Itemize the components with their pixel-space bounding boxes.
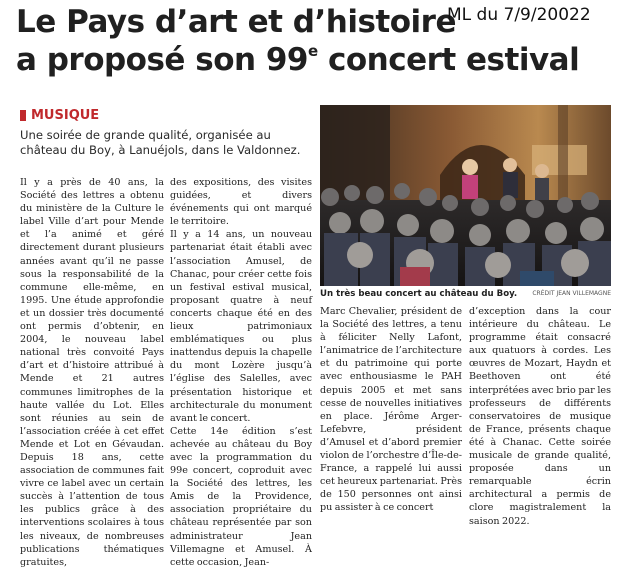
column-1-text: Il y a près de 40 ans, la Société des lettres a obtenu du ministère de la Culture le label Ville d’art pour Mende et l’a animé et géré directement durant plusieurs années avant qu’il ne passe sous la responsabilité de la commune elle-même, en 1995. Une étude approfondie et un dossier très documenté ont permis d’obtenir, en 2004, le nouveau label national très convoité Pays d’art et d’histoire attribué à Mende et 21 autres communes limitrophes de la haute vallée du Lot. Elles sont réunies au sein de l’association créée à cet effet Mende et Lot en Gévaudan. Depuis 18 ans, cette association de communes fait vivre ce label avec un certain succès à l’attention de tous les publics grâce à des interventions scolaires à tous les niveaux, de nombreuses publications thématiques gratuites, (20, 177, 164, 568)
headline-line-2 (16, 41, 611, 79)
caption-text: Un très beau concert au château du Boy. (320, 289, 518, 299)
photo-caption (320, 289, 611, 301)
headline-line-2-start: a proposé son 99 (16, 42, 308, 78)
article-lead: Une soirée de grande qualité, organisée au château du Boy, à Lanuéjols, dans le Valdonnez. (20, 128, 301, 157)
article-column-1 (20, 176, 164, 569)
column-2-paragraph-2: Il y a 14 ans, un nouveau partenariat était établi avec l’association Amusel, de Chanac, pour créer cette fois un festival estival musical, proposant quatre à neuf concerts chaque été en des lieux patrimoniaux emblématiques ou plus inattendus depuis la chapelle du mont Lozère jusqu’à l’église des Salelles, avec présentation historique et architecturale du monument avant le concert. (170, 229, 312, 424)
column-3-text: Marc Chevalier, président de la Société des lettres, a tenu à féliciter Nelly Lafont, l’animatrice de l’architecture et du patrimoine qui porte avec enthousiasme le PAH depuis 2005 et met sans cesse de nouvelles initiatives en place. Jérôme Arger-Lefebvre, président d’Amusel et d’abord premier violon de l’orchestre d’Île-de-France, a rappelé lui aussi cet heureux partenariat. Près de 150 personnes ont ainsi pu assister à ce concert (320, 306, 462, 514)
headline-line-2-end: concert estival (317, 42, 580, 78)
article-column-2 (170, 176, 312, 569)
article-column-3 (320, 305, 462, 515)
photo-credit: CRÉDIT JEAN VILLEMAGNE (532, 290, 611, 297)
rubric-label: MUSIQUE (31, 108, 100, 123)
concert-audience-illustration (320, 105, 611, 286)
concert-photo (320, 105, 611, 286)
headline-ordinal-suffix: e (308, 42, 318, 60)
section-rubric (20, 108, 99, 123)
handwritten-date-note: ML du 7/9/20022 (447, 5, 591, 25)
headline-line-1: Le Pays d’art et d’histoire (16, 4, 456, 40)
column-2-paragraph-1: des expositions, des visites guidées, et divers événements qui ont marqué le territoire. (170, 177, 312, 228)
article-column-4 (469, 305, 611, 528)
column-2-paragraph-3: Cette 14e édition s’est achevée au château du Boy avec la programmation du 99e concert, coproduit avec la Société des lettres, les Amis de la Providence, association propriétaire du château représentée par son administrateur Jean Villemagne et Amusel. À cette occasion, Jean- (170, 425, 312, 568)
column-4-text: d’exception dans la cour intérieure du château. Le programme était consacré aux quatuors à cordes. Les œuvres de Mozart, Haydn et Beethoven ont été interprétées avec brio par les professeurs de différents conservatoires de musique de France, présents chaque été à Chanac. Cette soirée musicale de grande qualité, proposée dans un remarquable écrin architectural a permis de clore magistralement la saison 2022. (469, 306, 611, 527)
rubric-square-icon (20, 110, 26, 121)
